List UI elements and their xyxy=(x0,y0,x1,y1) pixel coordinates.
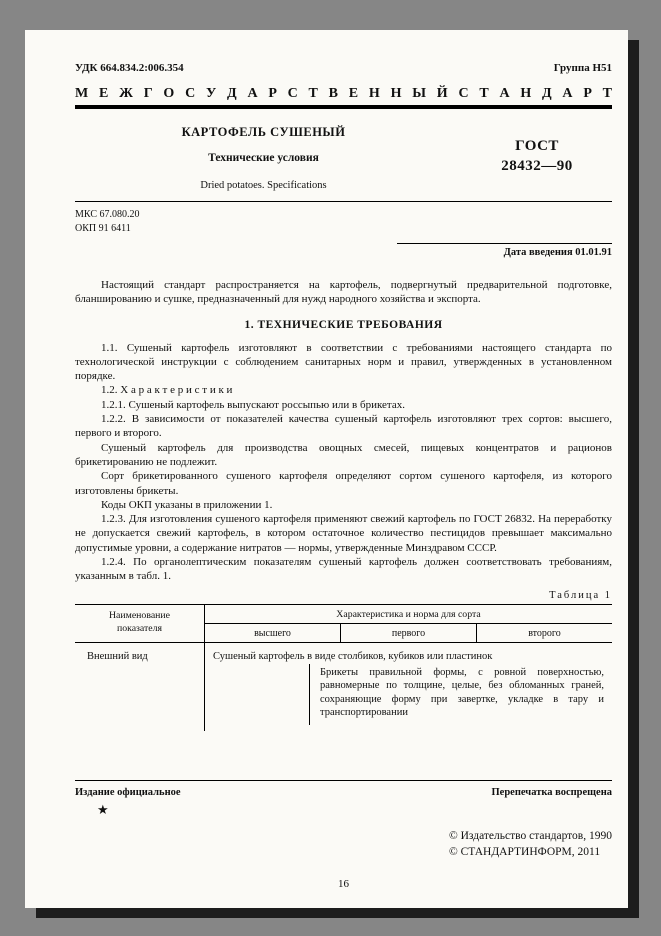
standard-type-heading: М Е Ж Г О С У Д А Р С Т В Е Н Н Ы Й С Т А Н Д А Р Т xyxy=(75,86,612,101)
document-title: КАРТОФЕЛЬ СУШЕНЫЙ xyxy=(181,125,346,139)
table-1 xyxy=(75,604,612,731)
gost-designation-line1: ГОСТ xyxy=(515,138,559,154)
okp-code: ОКП 91 6411 xyxy=(75,222,131,234)
document-subtitle: Технические условия xyxy=(208,152,319,164)
table-header-right xyxy=(205,605,612,642)
table-row-text-all-sorts: Сушеный картофель в виде столбиков, кубиков или пластинок xyxy=(213,650,493,662)
paragraph-1-2-4: 1.2.4. По органолептическим показателям сушеный картофель должен соответствовать требованиям, указанным в табл. 1. xyxy=(75,556,612,583)
paragraph-1-2-2: 1.2.2. В зависимости от показателей качества сушеный картофель изготовляют трех сортов: высшего, первого и второго. xyxy=(75,413,612,440)
paragraph-1-2: 1.2. Х а р а к т е р и с т и к и xyxy=(101,384,233,397)
page-number: 16 xyxy=(338,878,349,890)
mks-code: МКС 67.080.20 xyxy=(75,209,140,220)
page-footer xyxy=(75,780,612,890)
title-area xyxy=(75,125,462,191)
copyright-block xyxy=(449,829,612,860)
official-edition-label: Издание официальное xyxy=(75,787,181,798)
footer-rule xyxy=(75,780,612,781)
paragraph-1-2-1: 1.2.1. Сушеный картофель выпускают россыпью или в брикетах. xyxy=(101,398,405,411)
effective-date-block xyxy=(397,243,612,258)
table-caption: Таблица 1 xyxy=(549,589,612,601)
table-row-text-briquettes: Брикеты правильной формы, с ровной поверхностью, равномерные по толщине, целые, без обломанных граней, сохраняющие форму при завертке, укладке в тару и транспортировании xyxy=(309,664,606,726)
title-block xyxy=(75,125,612,191)
gost-designation xyxy=(462,125,612,191)
intro-paragraph: Настоящий стандарт распространяется на картофель, подвергнутый предварительной подготовке, бланшированию и сушке, предназначенный для нужд народного хозяйства и экспорта. xyxy=(75,279,612,306)
footer-row xyxy=(75,787,612,798)
header-rule xyxy=(75,105,612,109)
paragraph-1-2-2a: Сушеный картофель для производства овощных смесей, пищевых концентратов и рационов брикетированию не подлежит. xyxy=(75,441,612,468)
table-row-value xyxy=(205,643,612,731)
table-sort-header-second: второго xyxy=(528,627,561,639)
udk-code: УДК 664.834.2:006.354 xyxy=(75,62,184,74)
section-1-title: 1. ТЕХНИЧЕСКИЕ ТРЕБОВАНИЯ xyxy=(244,318,443,331)
effective-date: Дата введения 01.01.91 xyxy=(503,247,612,258)
paragraph-okp-codes: Коды ОКП указаны в приложении 1. xyxy=(101,498,273,511)
table-header xyxy=(75,605,612,643)
effective-date-rule xyxy=(397,243,612,244)
table-sort-header-highest: высшего xyxy=(205,624,341,642)
meta-row xyxy=(75,62,612,74)
document-title-english: Dried potatoes. Specifications xyxy=(200,180,327,191)
paragraph-1-1: 1.1. Сушеный картофель изготовляют в соответствии с требованиями настоящего стандарта по технологической инструкции с соблюдением санитарных норм и правил, утвержденных в установленном порядке. xyxy=(75,341,612,383)
table-col1-header xyxy=(75,605,205,642)
paragraph-1-2-2b: Сорт брикетированного сушеного картофеля определяют сортом сушеного картофеля, из которого изготовлены брикеты. xyxy=(75,470,612,497)
copyright-line-1: © Издательство стандартов, 1990 xyxy=(448,830,612,842)
copyright-line-2: © СТАНДАРТИНФОРМ, 2011 xyxy=(448,845,601,858)
table-row-name: Внешний вид xyxy=(75,643,205,731)
table-group-header: Характеристика и норма для сорта xyxy=(205,605,612,624)
classification-codes xyxy=(75,208,612,235)
table-col1-header-label: Наименование показателя xyxy=(108,610,171,635)
gost-designation-line2: 28432—90 xyxy=(501,157,573,174)
table-sort-header-first: первого xyxy=(341,624,477,642)
reprint-notice-label: Перепечатка воспрещена xyxy=(491,787,612,798)
paragraph-1-2-3: 1.2.3. Для изготовления сушеного картофеля применяют свежий картофель по ГОСТ 26832. На переработку не допускается свежий картофель, в котором остаточное количество пестицидов превышает максимально допустимые уровни, а содержание нитратов — нормы, утвержденные Минздравом СССР. xyxy=(75,513,612,554)
page-content xyxy=(75,30,612,731)
table-sort-headers xyxy=(205,624,612,642)
table-row xyxy=(75,643,612,731)
document-page xyxy=(25,30,628,908)
group-code: Группа Н51 xyxy=(553,62,612,74)
title-block-rule xyxy=(75,201,612,202)
official-edition-star: ★ xyxy=(97,802,109,817)
